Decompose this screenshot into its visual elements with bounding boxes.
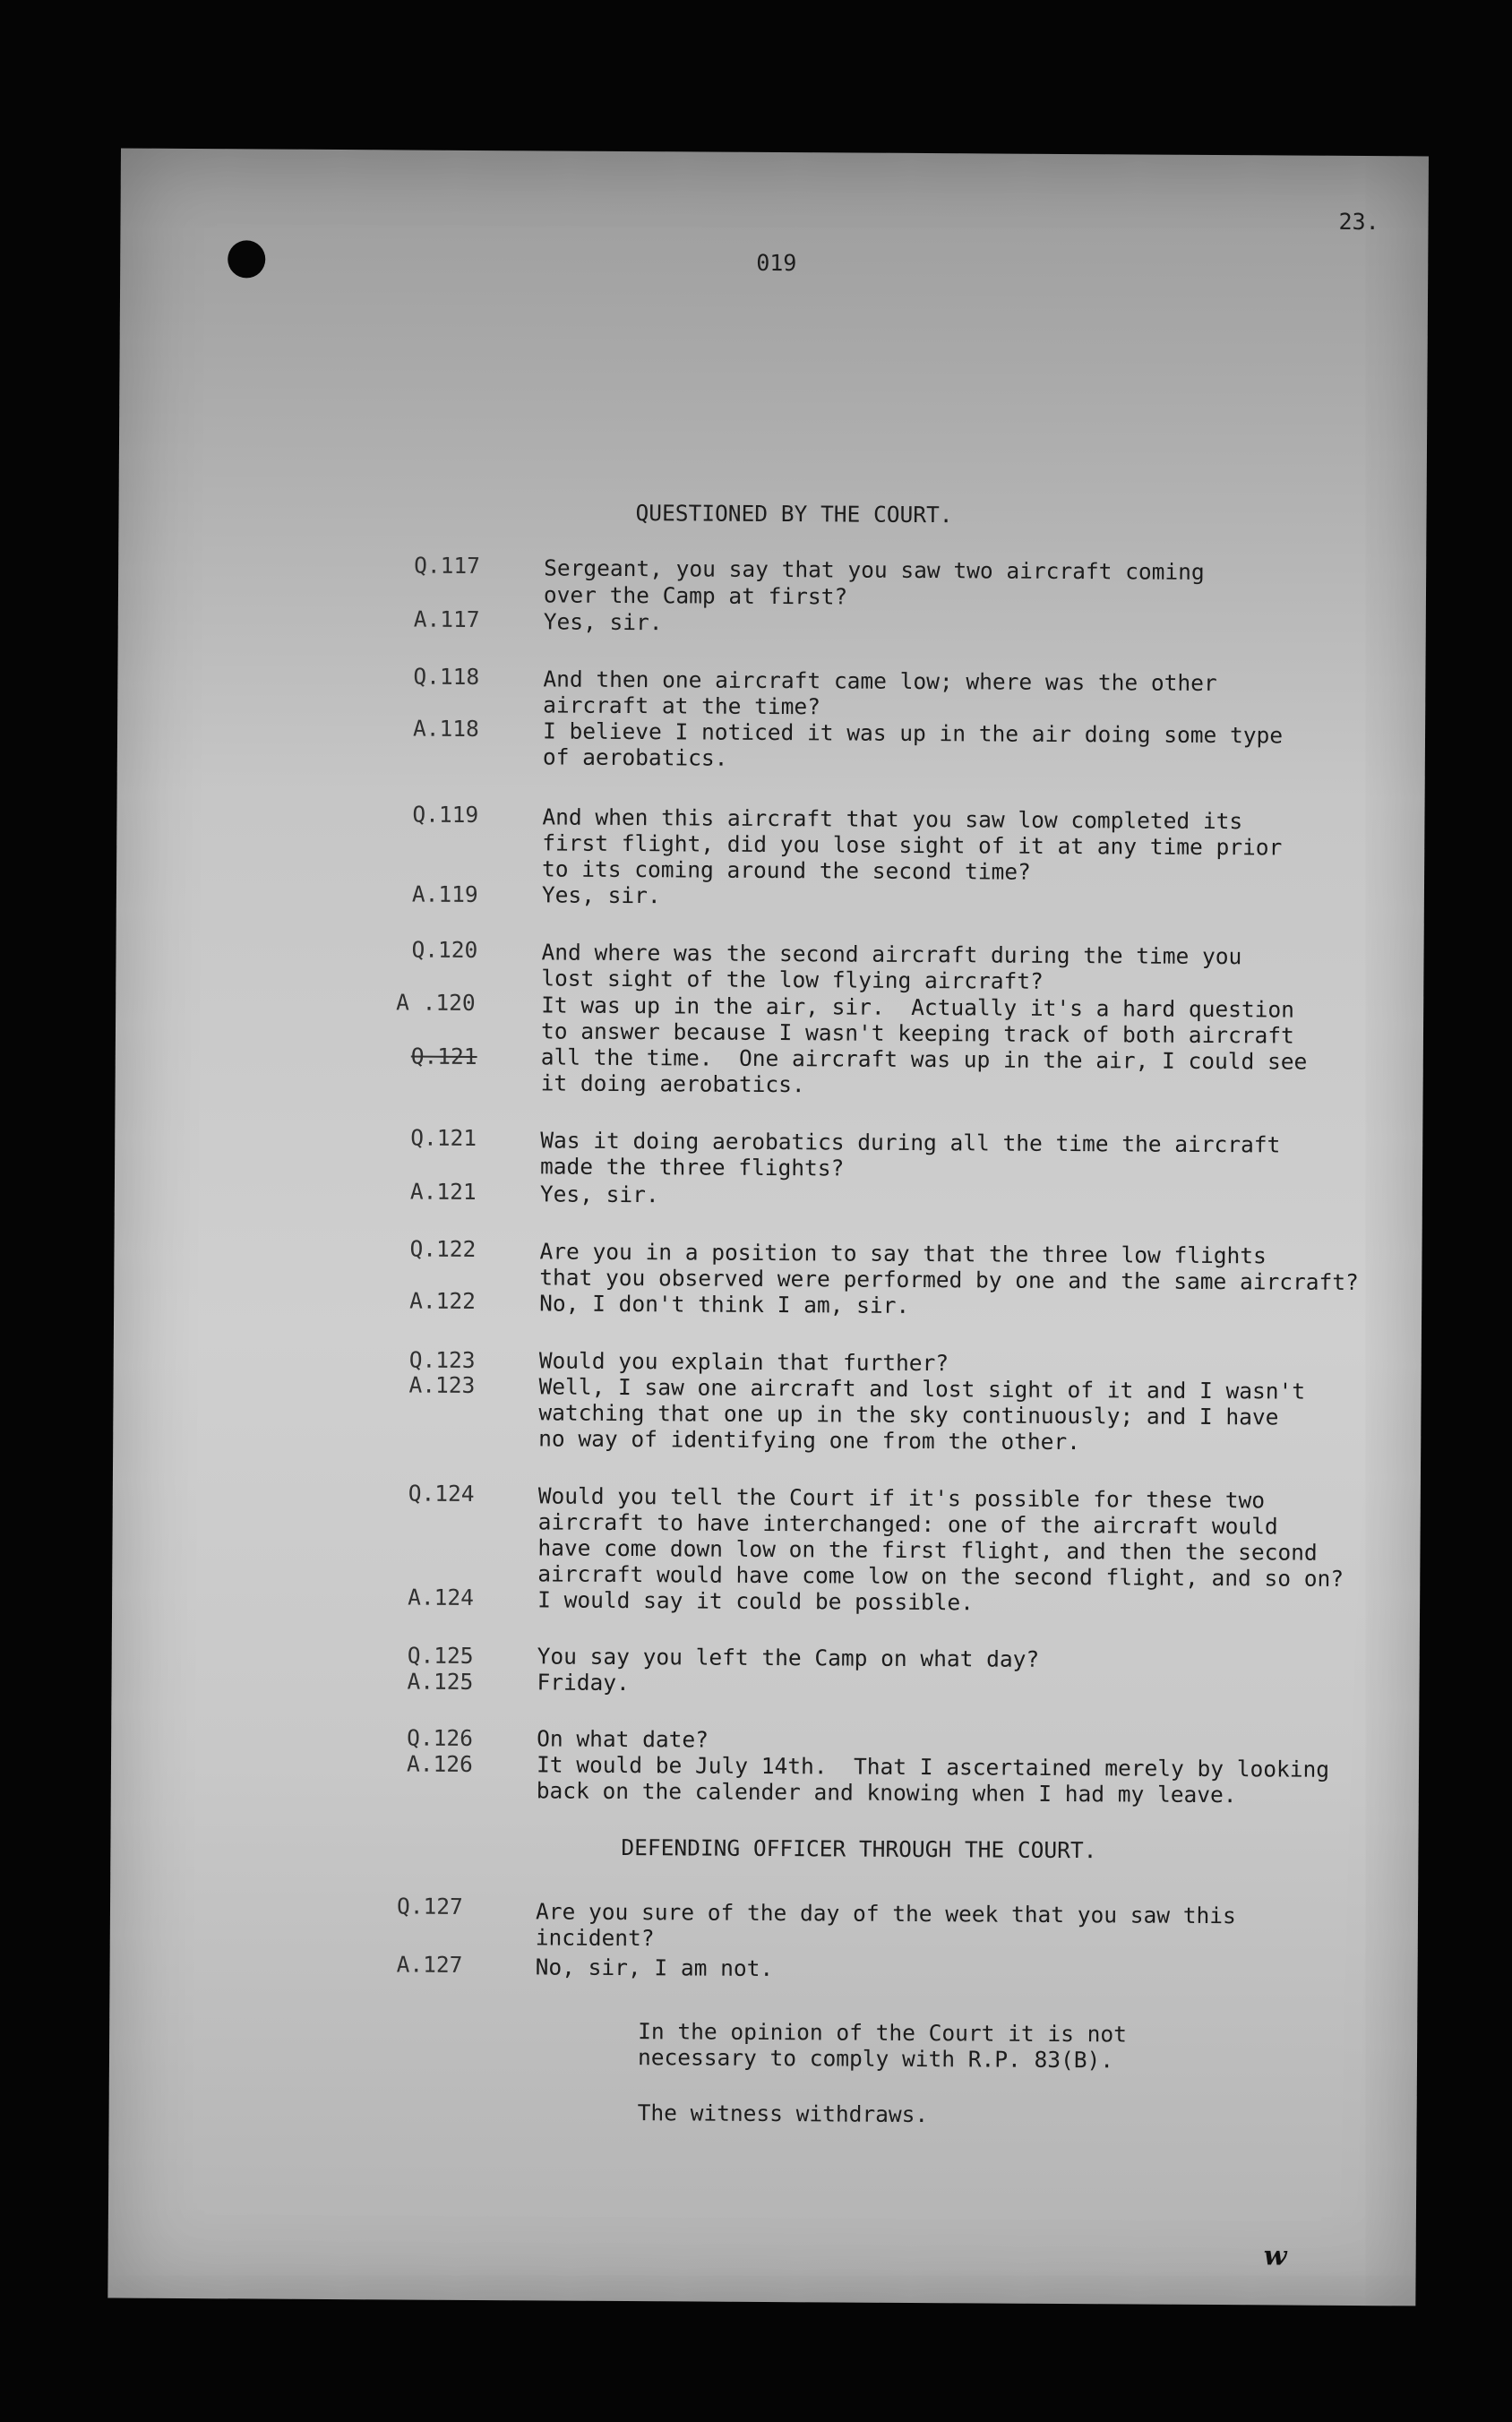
document-number: 019 bbox=[756, 249, 797, 277]
entry-label-struck: Q.121 bbox=[410, 1043, 477, 1069]
entry-label: Q.120 bbox=[411, 936, 478, 963]
entry-label: Q.127 bbox=[396, 1893, 463, 1920]
page-number: 23. bbox=[1338, 208, 1379, 236]
entry-line: over the Camp at first? bbox=[543, 581, 848, 610]
entry-line: Yes, sir. bbox=[541, 881, 661, 909]
entry-line: incident? bbox=[535, 1924, 655, 1952]
entry-label: A.126 bbox=[406, 1750, 473, 1777]
entry-line: No, sir, I am not. bbox=[535, 1954, 774, 1982]
entry-line: Well, I saw one aircraft and lost sight of it and I wasn't bbox=[538, 1373, 1306, 1404]
court-opinion-line: necessary to comply with R.P. 83(B). bbox=[637, 2044, 1114, 2074]
entry-line: that you observed were performed by one and the same aircraft? bbox=[539, 1264, 1359, 1296]
entry-line: And where was the second aircraft during the time you bbox=[541, 939, 1242, 970]
entry-line: Sergeant, you say that you saw two aircraft coming bbox=[544, 554, 1205, 585]
entry-line: Would you tell the Court if it's possible for these two bbox=[537, 1482, 1266, 1514]
entry-line: Friday. bbox=[537, 1669, 630, 1696]
entry-label: A.122 bbox=[409, 1287, 477, 1314]
entry-line: It would be July 14th. That I ascertained merely by looking bbox=[536, 1751, 1330, 1782]
entry-label: A .120 bbox=[396, 989, 476, 1016]
entry-line: watching that one up in the sky continuously; and I have bbox=[538, 1399, 1279, 1430]
entry-label: Q.126 bbox=[407, 1724, 474, 1751]
document-page bbox=[107, 149, 1429, 2306]
entry-label: Q.119 bbox=[412, 801, 479, 828]
witness-withdraws: The witness withdraws. bbox=[637, 2100, 929, 2128]
entry-label: A.124 bbox=[408, 1584, 474, 1610]
entry-line: to its coming around the second time? bbox=[542, 855, 1031, 885]
entry-line: It was up in the air, sir. Actually it's a hard question bbox=[541, 992, 1295, 1023]
entry-label: A.127 bbox=[396, 1951, 463, 1978]
entry-label: Q.123 bbox=[408, 1346, 476, 1373]
punch-hole bbox=[228, 240, 265, 278]
entry-line: first flight, did you lose sight of it at any time prior bbox=[542, 829, 1283, 861]
entry-line: Are you sure of the day of the week that you saw this bbox=[535, 1898, 1236, 1929]
section-heading-defending: DEFENDING OFFICER THROUGH THE COURT. bbox=[621, 1834, 1097, 1864]
entry-label: Q.118 bbox=[413, 663, 480, 690]
entry-line: I believe I noticed it was up in the air doing some type bbox=[542, 717, 1284, 749]
entry-label: A.117 bbox=[413, 606, 480, 632]
entry-label: Q.125 bbox=[407, 1642, 474, 1669]
entry-line: Was it doing aerobatics during all the time the aircraft bbox=[540, 1127, 1281, 1158]
entry-line: On what date? bbox=[537, 1725, 709, 1753]
entry-line: Yes, sir. bbox=[543, 608, 663, 636]
entry-line: to answer because I wasn't keeping track of both aircraft bbox=[540, 1018, 1294, 1049]
entry-line: it doing aerobatics. bbox=[540, 1069, 805, 1098]
entry-line: And when this aircraft that you saw low completed its bbox=[542, 803, 1243, 835]
entry-line: aircraft would have come low on the second flight, and so on? bbox=[537, 1560, 1344, 1592]
entry-label: A.119 bbox=[411, 880, 478, 907]
court-opinion-line: In the opinion of the Court it is not bbox=[638, 2018, 1128, 2048]
entry-line: aircraft at the time? bbox=[543, 691, 821, 720]
entry-label: Q.124 bbox=[408, 1480, 475, 1507]
entry-label: Q.117 bbox=[414, 552, 481, 579]
entry-line: lost sight of the low flying aircraft? bbox=[541, 965, 1044, 994]
entry-line: made the three flights? bbox=[539, 1153, 845, 1181]
handwritten-initials: w bbox=[1263, 2240, 1287, 2272]
entry-line: I would say it could be possible. bbox=[537, 1586, 974, 1616]
entry-line: of aerobatics. bbox=[542, 743, 728, 771]
section-heading-court: QUESTIONED BY THE COURT. bbox=[635, 500, 953, 528]
entry-label: Q.121 bbox=[410, 1124, 477, 1151]
entry-line: You say you left the Camp on what day? bbox=[537, 1643, 1040, 1672]
entry-line: And then one aircraft came low; where was the other bbox=[543, 666, 1217, 697]
entry-label: A.118 bbox=[412, 715, 479, 742]
entry-label: A.123 bbox=[408, 1371, 476, 1398]
entry-line: Would you explain that further? bbox=[538, 1347, 949, 1377]
entry-label: A.125 bbox=[407, 1668, 474, 1695]
entry-line: back on the calender and knowing when I had my leave. bbox=[536, 1777, 1237, 1808]
entry-line: Yes, sir. bbox=[539, 1181, 659, 1208]
entry-line: aircraft to have interchanged: one of the aircraft would bbox=[537, 1508, 1278, 1540]
entry-line: have come down low on the first flight, and then the second bbox=[537, 1534, 1318, 1566]
entry-line: no way of identifying one from the other. bbox=[538, 1425, 1081, 1456]
entry-label: A.121 bbox=[409, 1178, 477, 1205]
entry-line: No, I don't think I am, sir. bbox=[539, 1290, 910, 1318]
entry-line: all the time. One aircraft was up in the air, I could see bbox=[540, 1044, 1308, 1075]
entry-line: Are you in a position to say that the three low flights bbox=[539, 1238, 1267, 1269]
entry-label: Q.122 bbox=[409, 1235, 477, 1262]
